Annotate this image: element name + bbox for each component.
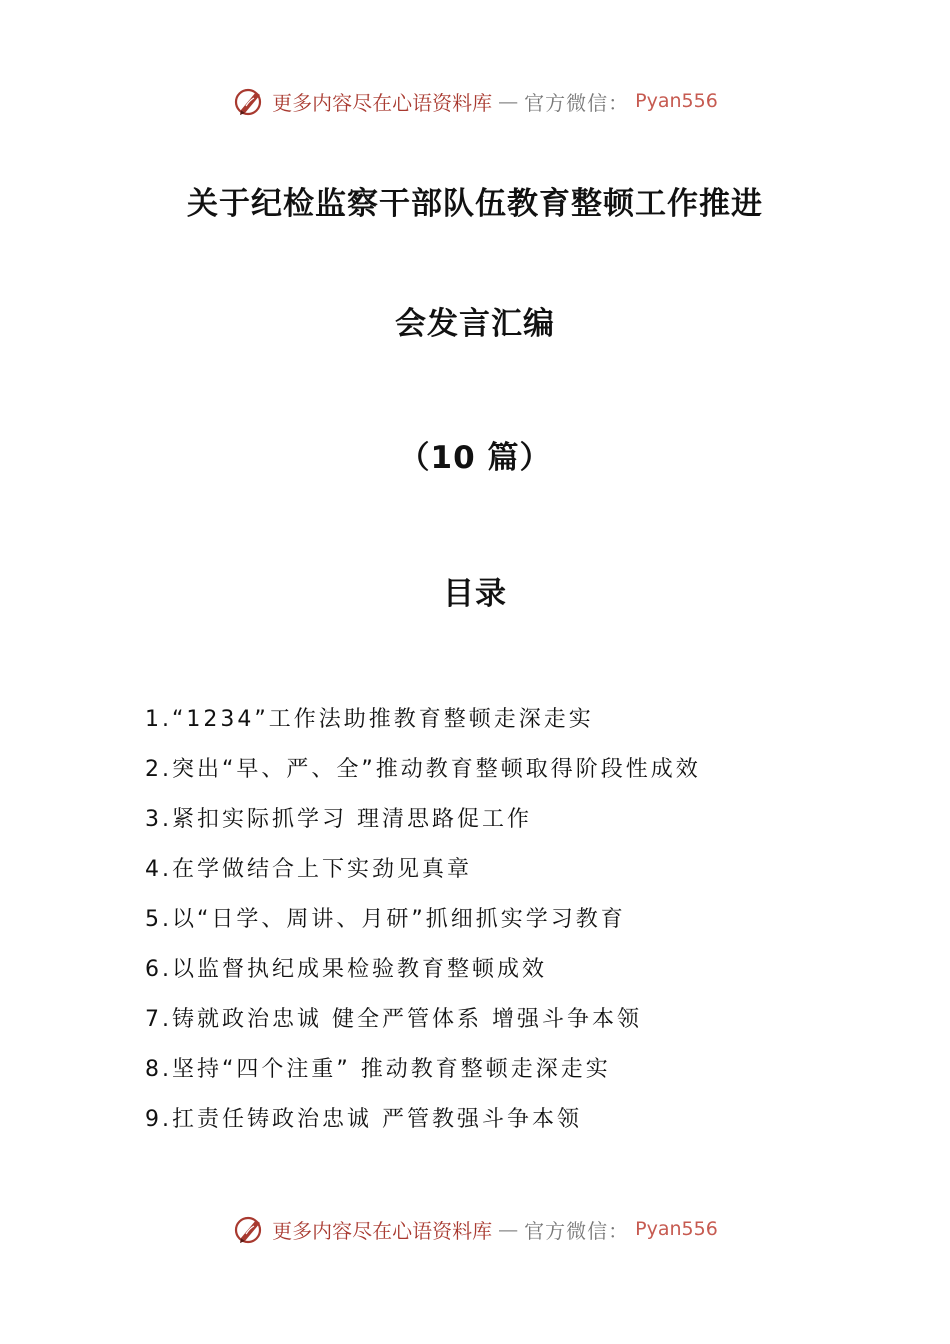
watermark-wechat-label: 官方微信： (524, 1218, 630, 1243)
toc-item: 4.在学做结合上下实劲见真章 (145, 857, 472, 882)
watermark-dash: — (498, 1217, 519, 1241)
toc-item: 9.扛责任铸政治忠诚 严管教强斗争本领 (145, 1107, 582, 1132)
table-of-contents (145, 700, 701, 1150)
header-watermark (0, 84, 950, 118)
toc-item: 5.以“日学、周讲、月研”抓细抓实学习教育 (145, 907, 626, 932)
document-title-line-2: 会发言汇编 (395, 306, 555, 342)
watermark-wechat-label: 官方微信： (524, 90, 630, 115)
pen-circle-logo-icon (232, 1212, 266, 1246)
toc-item: 1.“1234”工作法助推教育整顿走深走实 (145, 707, 594, 732)
watermark-wechat-id: Pyan556 (635, 90, 718, 112)
toc-heading: 目录 (443, 576, 507, 612)
watermark-wechat-id: Pyan556 (635, 1218, 718, 1240)
pen-circle-logo-icon (232, 84, 266, 118)
document-title-count: （10 篇） (398, 440, 552, 476)
footer-watermark (0, 1212, 950, 1246)
watermark-dash: — (498, 89, 519, 113)
watermark-text: 更多内容尽在心语资料库 (272, 90, 493, 115)
toc-item: 7.铸就政治忠诚 健全严管体系 增强斗争本领 (145, 1007, 642, 1032)
watermark-text: 更多内容尽在心语资料库 (272, 1218, 493, 1243)
toc-item: 8.坚持“四个注重” 推动教育整顿走深走实 (145, 1057, 611, 1082)
toc-item: 3.紧扣实际抓学习 理清思路促工作 (145, 807, 532, 832)
document-title-line-1: 关于纪检监察干部队伍教育整顿工作推进 (187, 186, 763, 222)
toc-item: 6.以监督执纪成果检验教育整顿成效 (145, 957, 547, 982)
toc-item: 2.突出“早、严、全”推动教育整顿取得阶段性成效 (145, 757, 701, 782)
